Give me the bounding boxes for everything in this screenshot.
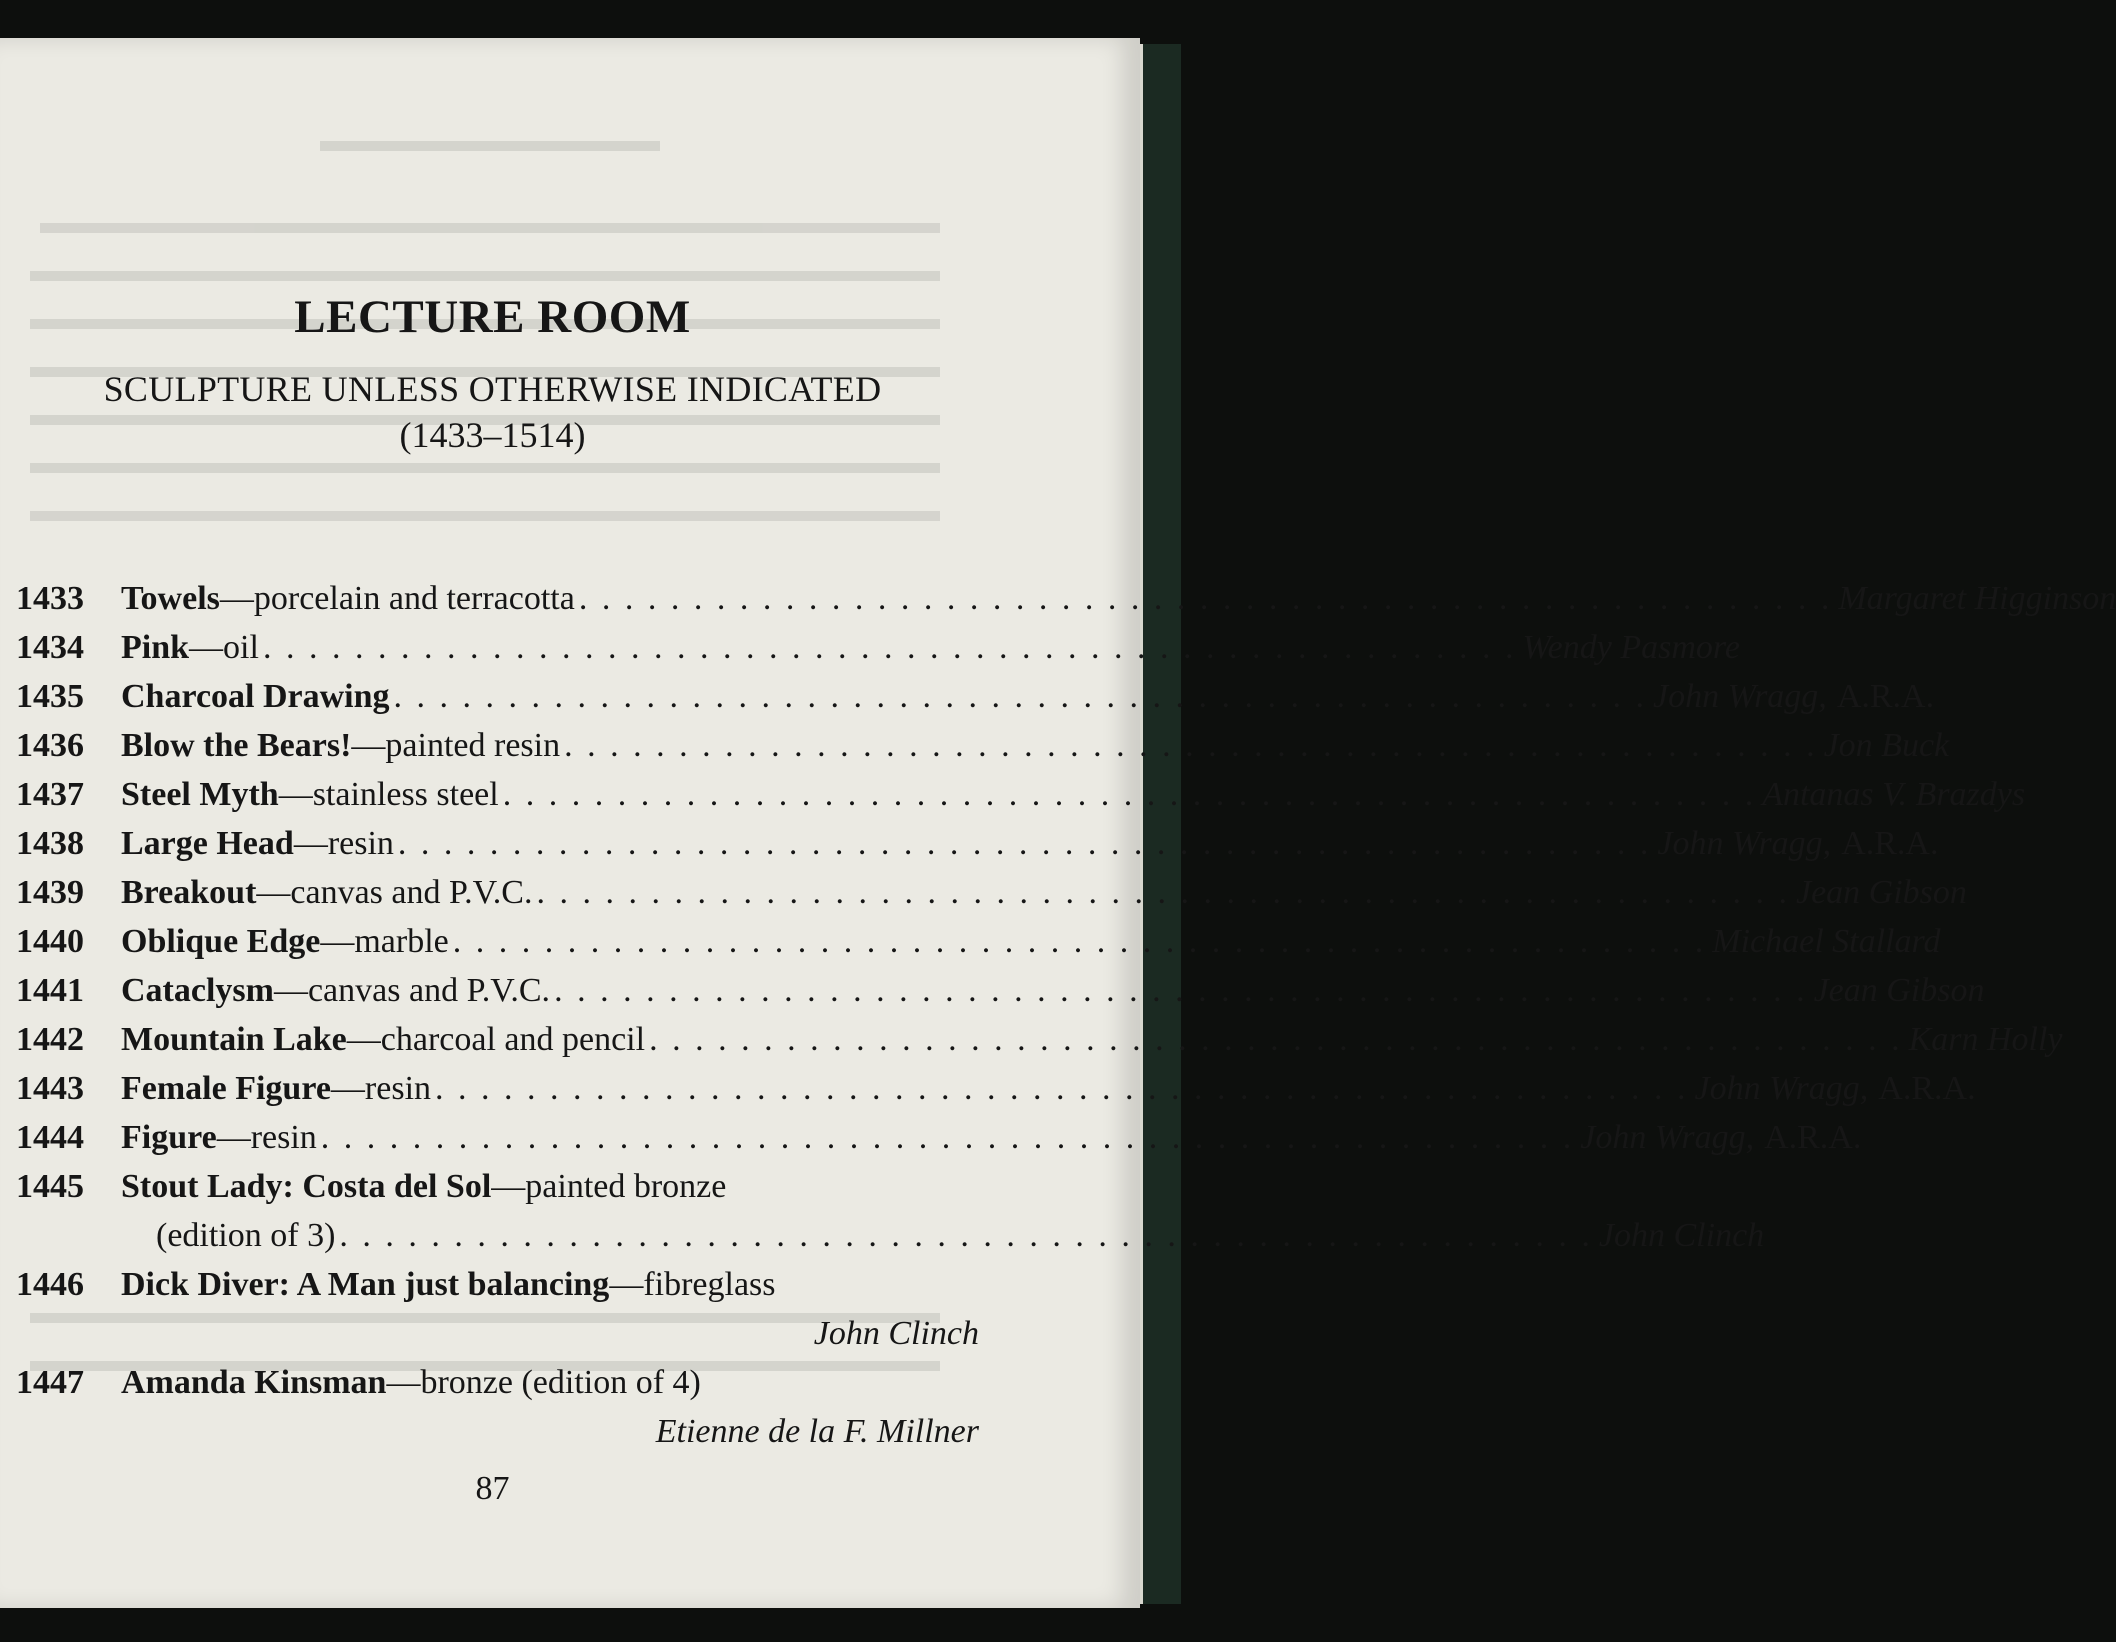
entry-medium: —fibreglass bbox=[609, 1266, 776, 1303]
dot-leader: . . . . . . . . . . . . . . . . . . . . . . . . . . . . . . . . . . . . . . . . . . . . . . . . . . . . . . . bbox=[502, 776, 1757, 813]
dot-leader: . . . . . . . . . . . . . . . . . . . . . . . . . . . . . . . . . . . . . . . . . . . . . . . . . . . . . . . bbox=[578, 580, 1833, 617]
entry-artist: Jean Gibson bbox=[1813, 972, 1985, 1009]
dot-leader: . . . . . . . . . . . . . . . . . . . . . . . . . . . . . . . . . . . . . . . . . . . . . . . . . . . . . . . bbox=[452, 923, 1707, 960]
dot-leader: . . . . . . . . . . . . . . . . . . . . . . . . . . . . . . . . . . . . . . . . . . . . . . . . . . . . . . . bbox=[339, 1217, 1593, 1254]
entry-title: Large Head bbox=[121, 825, 294, 862]
entry-artist: Margaret Higginson bbox=[1838, 580, 2116, 617]
entry-artist-honour: A.R.A. bbox=[1836, 678, 1935, 715]
catalogue-entry-1442 bbox=[16, 1015, 2063, 1064]
entry-number: 1447 bbox=[16, 1364, 84, 1401]
entry-number: 1444 bbox=[16, 1119, 84, 1156]
dot-leader: . . . . . . . . . . . . . . . . . . . . . . . . . . . . . . . . . . . . . . . . . . . . . . . . . . . . . . . bbox=[564, 727, 1818, 764]
entry-number: 1443 bbox=[16, 1070, 84, 1107]
page-title: LECTURE ROOM bbox=[294, 291, 691, 343]
entry-medium: —resin bbox=[216, 1119, 317, 1156]
catalogue-entries bbox=[16, 574, 2116, 1456]
catalogue-entry-1440 bbox=[16, 917, 1941, 966]
page-subtitle: SCULPTURE UNLESS OTHERWISE INDICATED bbox=[103, 369, 882, 409]
entry-medium: —painted bronze bbox=[491, 1168, 727, 1205]
entry-title: Mountain Lake bbox=[121, 1021, 347, 1058]
entry-artist-honour: A.R.A. bbox=[1764, 1119, 1862, 1156]
entry-title: Charcoal Drawing bbox=[121, 678, 390, 715]
dot-leader: . . . . . . . . . . . . . . . . . . . . . . . . . . . . . . . . . . . . . . . . . . . . . . . . . . . . . . . bbox=[554, 972, 1808, 1009]
entry-artist: Wendy Pasmore bbox=[1522, 629, 1740, 666]
entry-artist: John Wragg, bbox=[1580, 1119, 1755, 1156]
catalogue-number-range: (1433–1514) bbox=[399, 415, 586, 455]
entry-number: 1435 bbox=[16, 678, 84, 715]
entry-medium-continued: (edition of 3) bbox=[156, 1217, 336, 1254]
catalogue-entry-1433 bbox=[16, 574, 2116, 623]
catalogue-entry-1438 bbox=[16, 819, 1939, 868]
entry-medium: —marble bbox=[320, 923, 449, 960]
entry-title: Oblique Edge bbox=[121, 923, 321, 960]
entry-number: 1446 bbox=[16, 1266, 84, 1303]
entry-title: Pink bbox=[121, 629, 190, 666]
entry-artist: John Clinch bbox=[1598, 1217, 1765, 1254]
entry-number: 1436 bbox=[16, 727, 84, 764]
entry-title: Cataclysm bbox=[121, 972, 274, 1009]
entry-artist: Antanas V. Brazdys bbox=[1762, 776, 2026, 813]
entry-artist: Michael Stallard bbox=[1712, 923, 1941, 960]
entry-artist-honour: A.R.A. bbox=[1878, 1070, 1976, 1107]
catalogue-entry-1445 bbox=[16, 1162, 1765, 1260]
entry-number: 1434 bbox=[16, 629, 84, 666]
catalogue-entry-1443 bbox=[16, 1064, 1976, 1113]
entry-medium: —stainless steel bbox=[278, 776, 499, 813]
entry-medium: —canvas and P.V.C. bbox=[273, 972, 551, 1009]
entry-artist: John Wragg, bbox=[1657, 825, 1832, 862]
entry-number: 1437 bbox=[16, 776, 84, 813]
entry-medium: —porcelain and terracotta bbox=[219, 580, 575, 617]
entry-medium: —resin bbox=[293, 825, 394, 862]
entry-number: 1440 bbox=[16, 923, 84, 960]
dot-leader: . . . . . . . . . . . . . . . . . . . . . . . . . . . . . . . . . . . . . . . . . . . . . . . . . . . . . . . bbox=[393, 678, 1648, 715]
entry-artist: Etienne de la F. Millner bbox=[655, 1413, 979, 1450]
page-number: 87 bbox=[475, 1470, 510, 1507]
entry-artist: John Clinch bbox=[813, 1315, 979, 1352]
dot-leader: . . . . . . . . . . . . . . . . . . . . . . . . . . . . . . . . . . . . . . . . . . . . . . . . . . . . . . . bbox=[320, 1119, 1575, 1156]
catalogue-entry-1437 bbox=[16, 770, 2026, 819]
entry-title: Stout Lady: Costa del Sol bbox=[121, 1168, 492, 1205]
entry-artist: Jon Buck bbox=[1823, 727, 1950, 764]
dot-leader: . . . . . . . . . . . . . . . . . . . . . . . . . . . . . . . . . . . . . . . . . . . . . . . . . . . . . . . bbox=[397, 825, 1652, 862]
entry-title: Amanda Kinsman bbox=[121, 1364, 387, 1401]
entry-number: 1445 bbox=[16, 1168, 84, 1205]
entry-artist-honour: A.R.A. bbox=[1841, 825, 1939, 862]
entry-artist: John Wragg, bbox=[1694, 1070, 1869, 1107]
catalogue-page bbox=[0, 38, 2116, 1608]
entry-number: 1442 bbox=[16, 1021, 84, 1058]
entry-medium: —resin bbox=[330, 1070, 432, 1107]
entry-title: Female Figure bbox=[121, 1070, 331, 1107]
entry-artist: Jean Gibson bbox=[1795, 874, 1967, 911]
entry-artist: John Wragg, bbox=[1653, 678, 1827, 715]
dot-leader: . . . . . . . . . . . . . . . . . . . . . . . . . . . . . . . . . . . . . . . . . . . . . . . . . . . . . . . bbox=[435, 1070, 1689, 1107]
entry-title: Dick Diver: A Man just balancing bbox=[121, 1266, 610, 1303]
catalogue-entry-1447 bbox=[16, 1358, 979, 1456]
entry-number: 1433 bbox=[16, 580, 84, 617]
catalogue-entry-1439 bbox=[16, 868, 1967, 917]
entry-number: 1441 bbox=[16, 972, 84, 1009]
entry-medium: —painted resin bbox=[351, 727, 561, 764]
dot-leader: . . . . . . . . . . . . . . . . . . . . . . . . . . . . . . . . . . . . . . . . . . . . . . . . . . . . . . . bbox=[649, 1021, 1903, 1058]
entry-title: Figure bbox=[121, 1119, 217, 1156]
entry-medium: —canvas and P.V.C. bbox=[256, 874, 533, 911]
entry-title: Breakout bbox=[121, 874, 257, 911]
entry-title: Towels bbox=[121, 580, 220, 617]
catalogue-entry-1446 bbox=[16, 1260, 979, 1358]
entry-medium: —oil bbox=[189, 629, 259, 666]
entry-number: 1439 bbox=[16, 874, 84, 911]
dot-leader: . . . . . . . . . . . . . . . . . . . . . . . . . . . . . . . . . . . . . . . . . . . . . . . . . . . . . . . bbox=[262, 629, 1517, 666]
catalogue-entry-1435 bbox=[16, 672, 1935, 721]
entry-number: 1438 bbox=[16, 825, 84, 862]
dot-leader: . . . . . . . . . . . . . . . . . . . . . . . . . . . . . . . . . . . . . . . . . . . . . . . . . . . . . . . bbox=[536, 874, 1790, 911]
catalogue-entry-1436 bbox=[16, 721, 1950, 770]
catalogue-entry-1444 bbox=[16, 1113, 1862, 1162]
catalogue-entry-1441 bbox=[16, 966, 1985, 1015]
entry-title: Steel Myth bbox=[121, 776, 279, 813]
entry-medium: —bronze (edition of 4) bbox=[386, 1364, 701, 1401]
entry-artist: Karn Holly bbox=[1908, 1021, 2063, 1058]
entry-title: Blow the Bears! bbox=[121, 727, 352, 764]
catalogue-entry-1434 bbox=[16, 623, 1740, 672]
entry-medium: —charcoal and pencil bbox=[346, 1021, 646, 1058]
